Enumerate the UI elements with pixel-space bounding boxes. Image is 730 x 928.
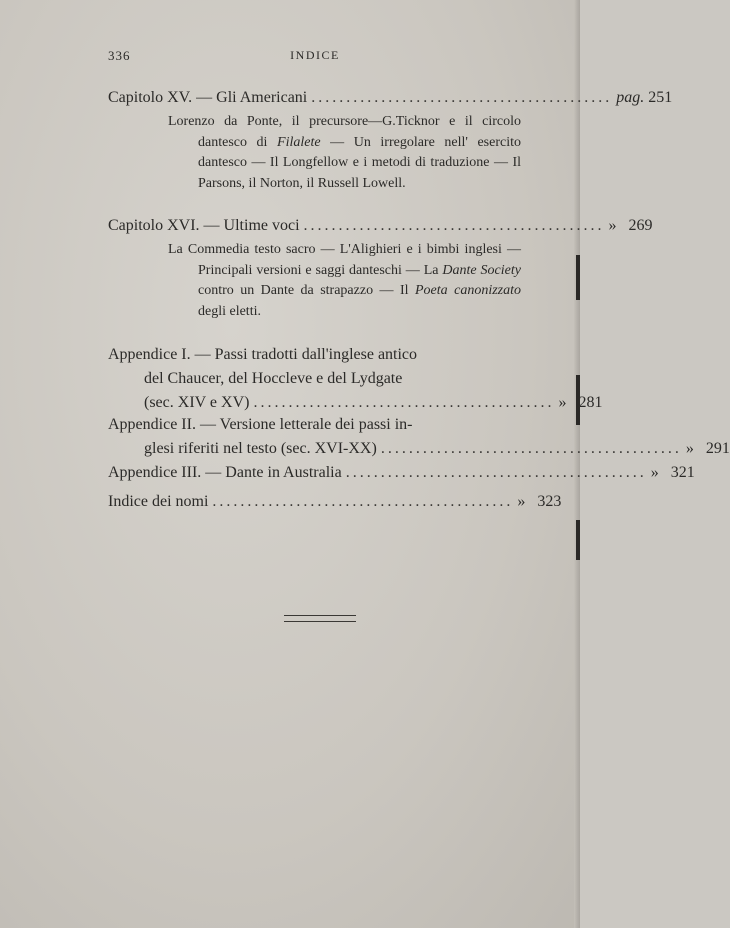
chapter-title: Capitolo XVI. — Ultime voci xyxy=(108,217,300,234)
toc-entry-appendix-iii xyxy=(108,461,695,485)
leader-dots: ........................................... xyxy=(212,493,514,510)
chapter-title: Capitolo XV. — Gli Americani xyxy=(108,89,308,106)
appendix-title-cont: del Chaucer, del Hoccleve e del Lydgate xyxy=(144,370,403,387)
appendix-title: Appendice I. — Passi tradotti dall'inglese antico xyxy=(108,346,418,363)
chapter-description: Lorenzo da Ponte, il precursore—G.Ticknor e il circolo dantesco di Filalete — Un irregolare nell' esercito dantesco — Il Longfellow e i metodi di traduzione — Il Parsons, il Norton, il Russell Lowell. xyxy=(168,114,521,191)
page-reference: pag. 251 xyxy=(616,89,673,106)
page-reference: » 291 xyxy=(685,440,730,457)
leader-dots: ........................................... xyxy=(311,89,613,106)
leader-dots: ........................................... xyxy=(345,464,647,481)
chapter-description: La Commedia testo sacro — L'Alighieri e i bimbi inglesi — Principali versioni e saggi danteschi — La Dante Society contro un Dante da strapazzo — Il Poeta canonizzato degli eletti. xyxy=(168,242,521,319)
page-reference: » 323 xyxy=(517,493,562,510)
toc-entry-index xyxy=(108,490,562,514)
page-reference: » 269 xyxy=(608,217,653,234)
leader-dots: ........................................... xyxy=(253,394,555,411)
edge-mark xyxy=(576,520,580,560)
appendix-title: Appendice III. — Dante in Australia xyxy=(108,464,342,481)
toc-entry-appendix-ii xyxy=(108,413,730,461)
appendix-title: Appendice II. — Versione letterale dei passi in- xyxy=(108,416,413,433)
appendix-title-cont: glesi riferiti nel testo (sec. XVI-XX) xyxy=(144,440,377,457)
page-number: 336 xyxy=(108,48,131,63)
page-reference: » 321 xyxy=(650,464,695,481)
toc-entry-appendix-i xyxy=(108,343,603,415)
leader-dots: ........................................... xyxy=(380,440,682,457)
toc-entry-chapter-xv xyxy=(108,86,673,194)
page-header xyxy=(108,48,522,68)
toc-entry-chapter-xvi xyxy=(108,214,653,322)
index-title: Indice dei nomi xyxy=(108,493,209,510)
end-ornament-rule xyxy=(284,615,356,622)
running-title: INDICE xyxy=(290,48,340,62)
appendix-title-cont: (sec. XIV e XV) xyxy=(144,394,250,411)
page-reference: » 281 xyxy=(558,394,603,411)
leader-dots: ........................................... xyxy=(303,217,605,234)
edge-mark xyxy=(576,255,580,300)
